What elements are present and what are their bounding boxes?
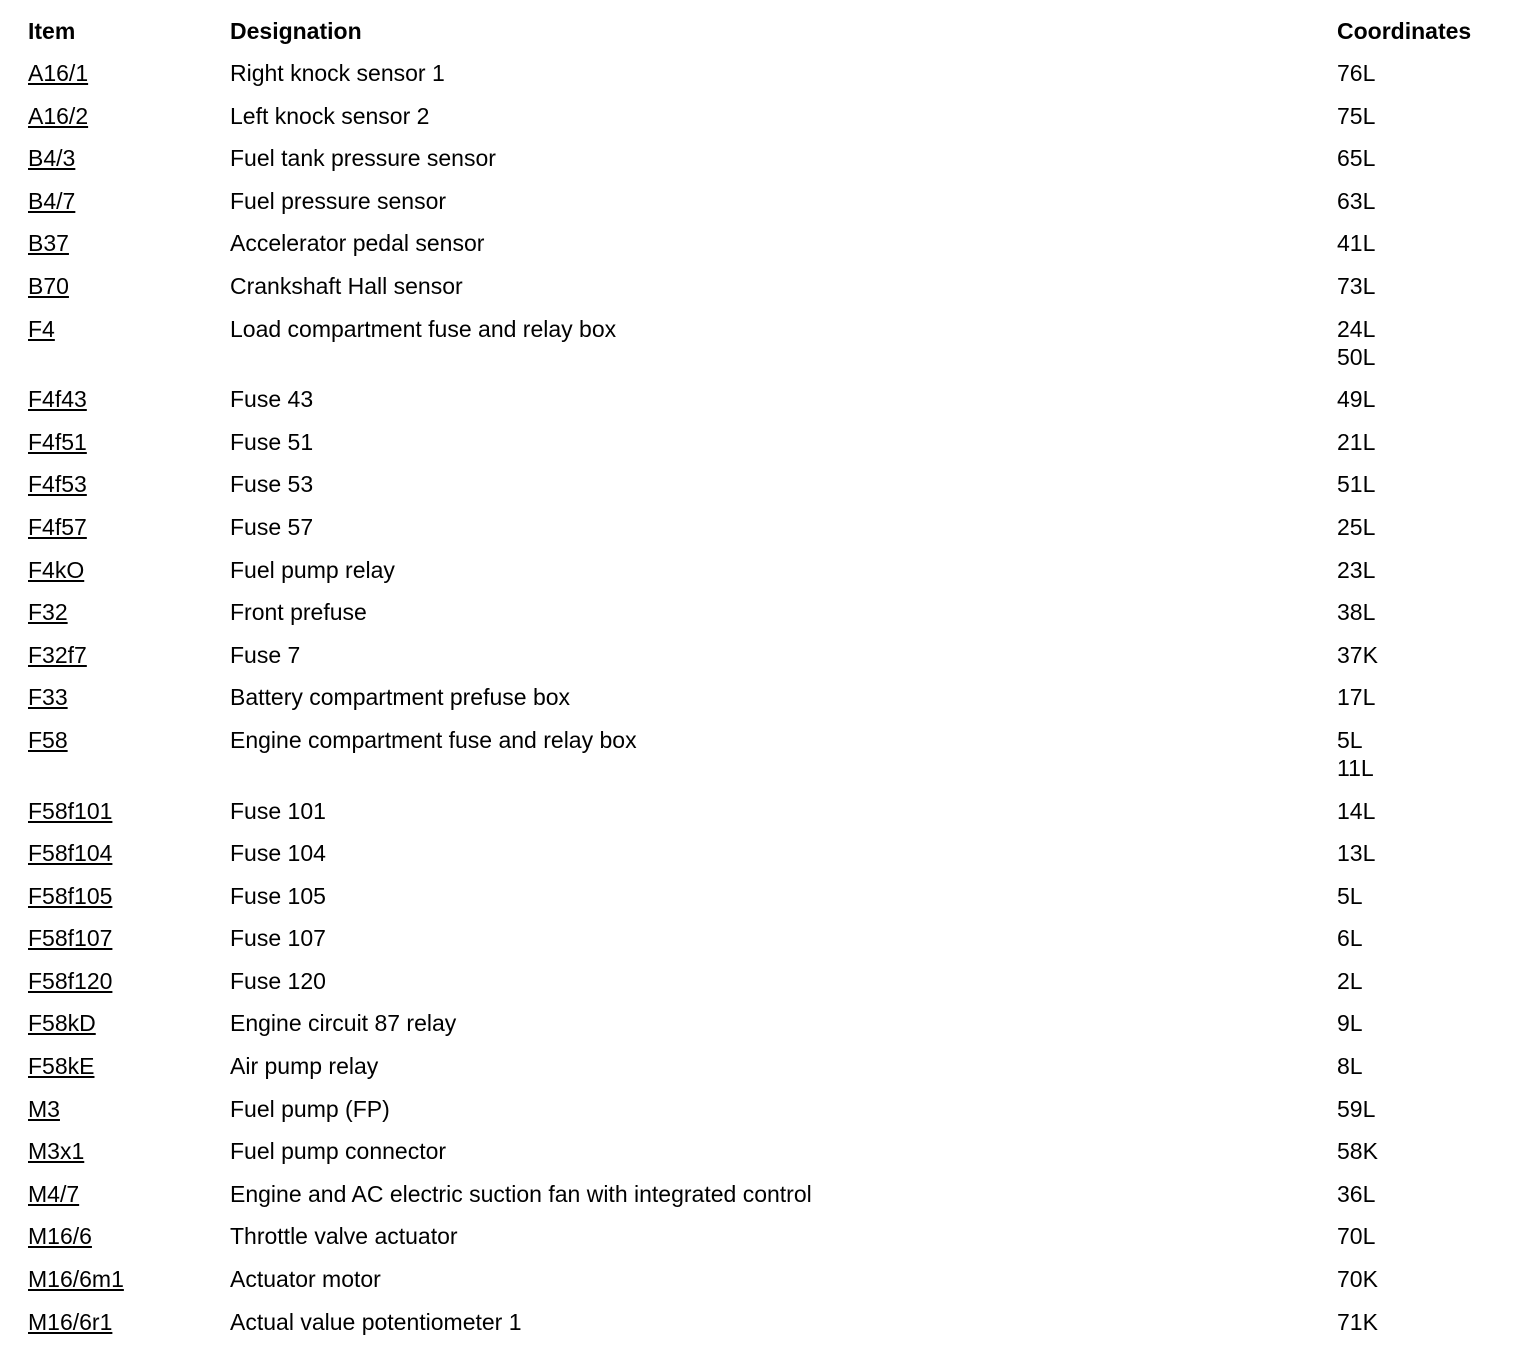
coordinates-cell <box>1337 1095 1375 1123</box>
item-cell <box>28 144 75 172</box>
coordinate-value: 63L <box>1337 187 1376 214</box>
item-link[interactable]: F4f51 <box>28 428 87 455</box>
item-link[interactable]: M3x1 <box>28 1138 85 1165</box>
designation-cell: Air pump relay <box>230 1053 379 1080</box>
item-cell <box>28 1137 84 1165</box>
table-row <box>28 1265 1498 1308</box>
item-link[interactable]: M3 <box>28 1095 60 1122</box>
coordinates-cell <box>1337 683 1375 711</box>
item-link[interactable]: F4kO <box>28 556 85 583</box>
coordinate-value: 71K <box>1337 1308 1378 1335</box>
coordinate-value: 5L <box>1337 726 1363 753</box>
coordinate-value: 17L <box>1337 684 1376 711</box>
item-link[interactable]: A16/1 <box>28 60 89 86</box>
designation-cell: Fuel pump relay <box>230 556 395 583</box>
coordinates-cell <box>1337 1265 1378 1293</box>
table-row <box>28 272 1498 315</box>
designation-cell: Fuse 104 <box>230 840 326 867</box>
item-cell <box>28 1009 96 1037</box>
component-legend-table <box>28 17 1498 1350</box>
table-row <box>28 924 1498 967</box>
item-cell <box>28 1180 79 1208</box>
item-link[interactable]: B4/3 <box>28 145 76 172</box>
item-link[interactable]: M16/6r1 <box>28 1308 113 1335</box>
item-link[interactable]: B70 <box>28 272 69 299</box>
designation-cell: Fuse 7 <box>230 641 301 668</box>
designation-cell: Fuse 107 <box>230 925 326 952</box>
coordinate-value: 41L <box>1337 230 1376 257</box>
coordinate-value: 38L <box>1337 599 1376 626</box>
designation-cell: Front prefuse <box>230 599 367 626</box>
table-row <box>28 797 1498 840</box>
coordinate-value: 65L <box>1337 145 1376 172</box>
designation-cell: Engine compartment fuse and relay box <box>230 726 637 753</box>
coordinates-cell <box>1337 641 1378 669</box>
table-row <box>28 428 1498 471</box>
designation-cell: Fuse 105 <box>230 882 326 909</box>
coordinates-cell <box>1337 1137 1378 1165</box>
table-row <box>28 187 1498 230</box>
designation-cell: Fuse 120 <box>230 967 326 994</box>
coordinates-cell <box>1337 385 1375 413</box>
item-link[interactable]: F58 <box>28 726 68 753</box>
item-link[interactable]: A16/2 <box>28 102 89 129</box>
coordinates-cell <box>1337 272 1375 300</box>
table-row <box>28 315 1498 386</box>
designation-cell: Crankshaft Hall sensor <box>230 272 463 299</box>
coordinate-value: 50L <box>1337 343 1376 370</box>
table-row <box>28 385 1498 428</box>
table-row <box>28 726 1498 797</box>
table-row <box>28 1180 1498 1223</box>
item-cell <box>28 513 87 541</box>
coordinates-cell <box>1337 229 1375 257</box>
item-cell <box>28 187 75 215</box>
item-cell <box>28 726 68 754</box>
coordinate-value: 8L <box>1337 1053 1363 1080</box>
coordinates-cell <box>1337 839 1375 867</box>
coordinates-cell <box>1337 726 1374 782</box>
designation-cell: Fuse 53 <box>230 471 314 498</box>
table-row <box>28 470 1498 513</box>
item-link[interactable]: F58kE <box>28 1053 95 1080</box>
table-row <box>28 882 1498 925</box>
item-cell <box>28 924 112 952</box>
designation-cell: Fuel pump connector <box>230 1138 447 1165</box>
table-row <box>28 641 1498 684</box>
coordinates-cell <box>1337 1009 1363 1037</box>
item-cell <box>28 882 112 910</box>
coordinate-value: 37K <box>1337 641 1378 668</box>
table-row <box>28 229 1498 272</box>
coordinates-cell <box>1337 967 1363 995</box>
table-row <box>28 556 1498 599</box>
item-link[interactable]: F58f107 <box>28 925 113 952</box>
table-row <box>28 1222 1498 1265</box>
item-link[interactable]: B37 <box>28 230 69 257</box>
coordinate-value: 73L <box>1337 272 1376 299</box>
coordinate-value: 14L <box>1337 797 1376 824</box>
table-header-row <box>28 17 1498 59</box>
item-cell <box>28 1052 94 1080</box>
item-link[interactable]: F58f105 <box>28 882 113 909</box>
coordinate-value: 70K <box>1337 1266 1378 1293</box>
table-row <box>28 102 1498 145</box>
coordinates-cell <box>1337 315 1375 371</box>
item-link[interactable]: M4/7 <box>28 1180 80 1207</box>
coordinate-value: 59L <box>1337 1095 1376 1122</box>
table-row <box>28 59 1498 102</box>
coordinates-cell <box>1337 428 1375 456</box>
coordinate-value: 51L <box>1337 471 1376 498</box>
item-cell <box>28 641 87 669</box>
coordinate-value: 11L <box>1337 754 1374 781</box>
item-link[interactable]: F32 <box>28 599 68 626</box>
coordinates-cell <box>1337 1308 1378 1336</box>
designation-cell: Fuel pressure sensor <box>230 187 447 214</box>
coordinate-value: 49L <box>1337 386 1376 413</box>
item-cell <box>28 229 69 257</box>
table-row <box>28 598 1498 641</box>
coordinate-value: 23L <box>1337 556 1376 583</box>
designation-cell: Load compartment fuse and relay box <box>230 315 617 342</box>
coordinate-value: 75L <box>1337 102 1376 129</box>
designation-cell: Battery compartment prefuse box <box>230 684 571 711</box>
coordinate-value: 36L <box>1337 1180 1376 1207</box>
coordinate-value: 5L <box>1337 882 1363 909</box>
item-cell <box>28 598 68 626</box>
item-link[interactable]: F4 <box>28 315 55 342</box>
item-cell <box>28 315 55 343</box>
item-link[interactable]: M16/6m1 <box>28 1266 124 1293</box>
coordinate-value: 25L <box>1337 513 1376 540</box>
designation-cell: Fuel tank pressure sensor <box>230 145 496 172</box>
item-link[interactable]: F58f101 <box>28 797 113 824</box>
item-cell <box>28 102 88 130</box>
table-row <box>28 967 1498 1010</box>
coordinates-cell <box>1337 187 1375 215</box>
item-cell <box>28 1222 92 1250</box>
coordinates-cell <box>1337 513 1375 541</box>
item-cell <box>28 556 84 584</box>
coordinate-value: 76L <box>1337 60 1376 86</box>
coordinate-value: 58K <box>1337 1138 1378 1165</box>
item-cell <box>28 1095 60 1123</box>
item-cell <box>28 385 87 413</box>
table-row <box>28 144 1498 187</box>
coordinate-value: 13L <box>1337 840 1376 867</box>
coordinate-value: 70L <box>1337 1223 1376 1250</box>
table-row <box>28 839 1498 882</box>
item-cell <box>28 683 68 711</box>
designation-cell: Right knock sensor 1 <box>230 60 445 86</box>
item-link[interactable]: B4/7 <box>28 187 76 214</box>
designation-cell: Fuse 51 <box>230 428 314 455</box>
coordinates-cell <box>1337 144 1375 172</box>
coordinates-cell <box>1337 59 1375 87</box>
coordinates-cell <box>1337 598 1375 626</box>
coordinates-cell <box>1337 1052 1363 1080</box>
coordinates-cell <box>1337 470 1375 498</box>
item-cell <box>28 272 69 300</box>
designation-cell: Left knock sensor 2 <box>230 102 430 129</box>
item-link[interactable]: F33 <box>28 684 68 711</box>
designation-cell: Actual value potentiometer 1 <box>230 1308 522 1335</box>
coordinates-cell <box>1337 797 1375 825</box>
designation-cell: Engine and AC electric suction fan with integrated control <box>230 1180 812 1207</box>
item-link[interactable]: F4f57 <box>28 513 87 540</box>
coordinate-value: 2L <box>1337 967 1363 994</box>
table-row <box>28 683 1498 726</box>
header-designation: Designation <box>230 18 362 44</box>
item-link[interactable]: M16/6 <box>28 1223 92 1250</box>
designation-cell: Fuel pump (FP) <box>230 1095 390 1122</box>
item-link[interactable]: F32f7 <box>28 641 87 668</box>
item-link[interactable]: F58kD <box>28 1010 96 1037</box>
designation-cell: Actuator motor <box>230 1266 381 1293</box>
item-cell <box>28 470 87 498</box>
coordinate-value: 9L <box>1337 1010 1363 1037</box>
item-link[interactable]: F58f120 <box>28 967 113 994</box>
table-row <box>28 1052 1498 1095</box>
table-body <box>28 59 1498 1350</box>
designation-cell: Throttle valve actuator <box>230 1223 458 1250</box>
item-cell <box>28 59 88 87</box>
table-row <box>28 1095 1498 1138</box>
item-link[interactable]: F4f53 <box>28 471 87 498</box>
item-cell <box>28 1308 112 1336</box>
item-link[interactable]: F58f104 <box>28 840 113 867</box>
coordinates-cell <box>1337 924 1363 952</box>
coordinate-value: 6L <box>1337 925 1363 952</box>
coordinates-cell <box>1337 102 1375 130</box>
item-cell <box>28 797 112 825</box>
coordinates-cell <box>1337 882 1363 910</box>
table-row <box>28 1009 1498 1052</box>
item-link[interactable]: F4f43 <box>28 386 87 413</box>
coordinates-cell <box>1337 556 1375 584</box>
coordinates-cell <box>1337 1180 1375 1208</box>
item-cell <box>28 1265 124 1293</box>
designation-cell: Engine circuit 87 relay <box>230 1010 457 1037</box>
designation-cell: Accelerator pedal sensor <box>230 230 485 257</box>
designation-cell: Fuse 101 <box>230 797 326 824</box>
table-row <box>28 1137 1498 1180</box>
designation-cell: Fuse 43 <box>230 386 314 413</box>
coordinates-cell <box>1337 1222 1375 1250</box>
header-coordinates: Coordinates <box>1337 18 1472 44</box>
item-cell <box>28 839 112 867</box>
coordinate-value: 21L <box>1337 428 1376 455</box>
table-row <box>28 1308 1498 1351</box>
table-row <box>28 513 1498 556</box>
coordinate-value: 24L <box>1337 315 1376 342</box>
designation-cell: Fuse 57 <box>230 513 314 540</box>
item-cell <box>28 428 87 456</box>
header-item: Item <box>28 18 76 44</box>
item-cell <box>28 967 112 995</box>
